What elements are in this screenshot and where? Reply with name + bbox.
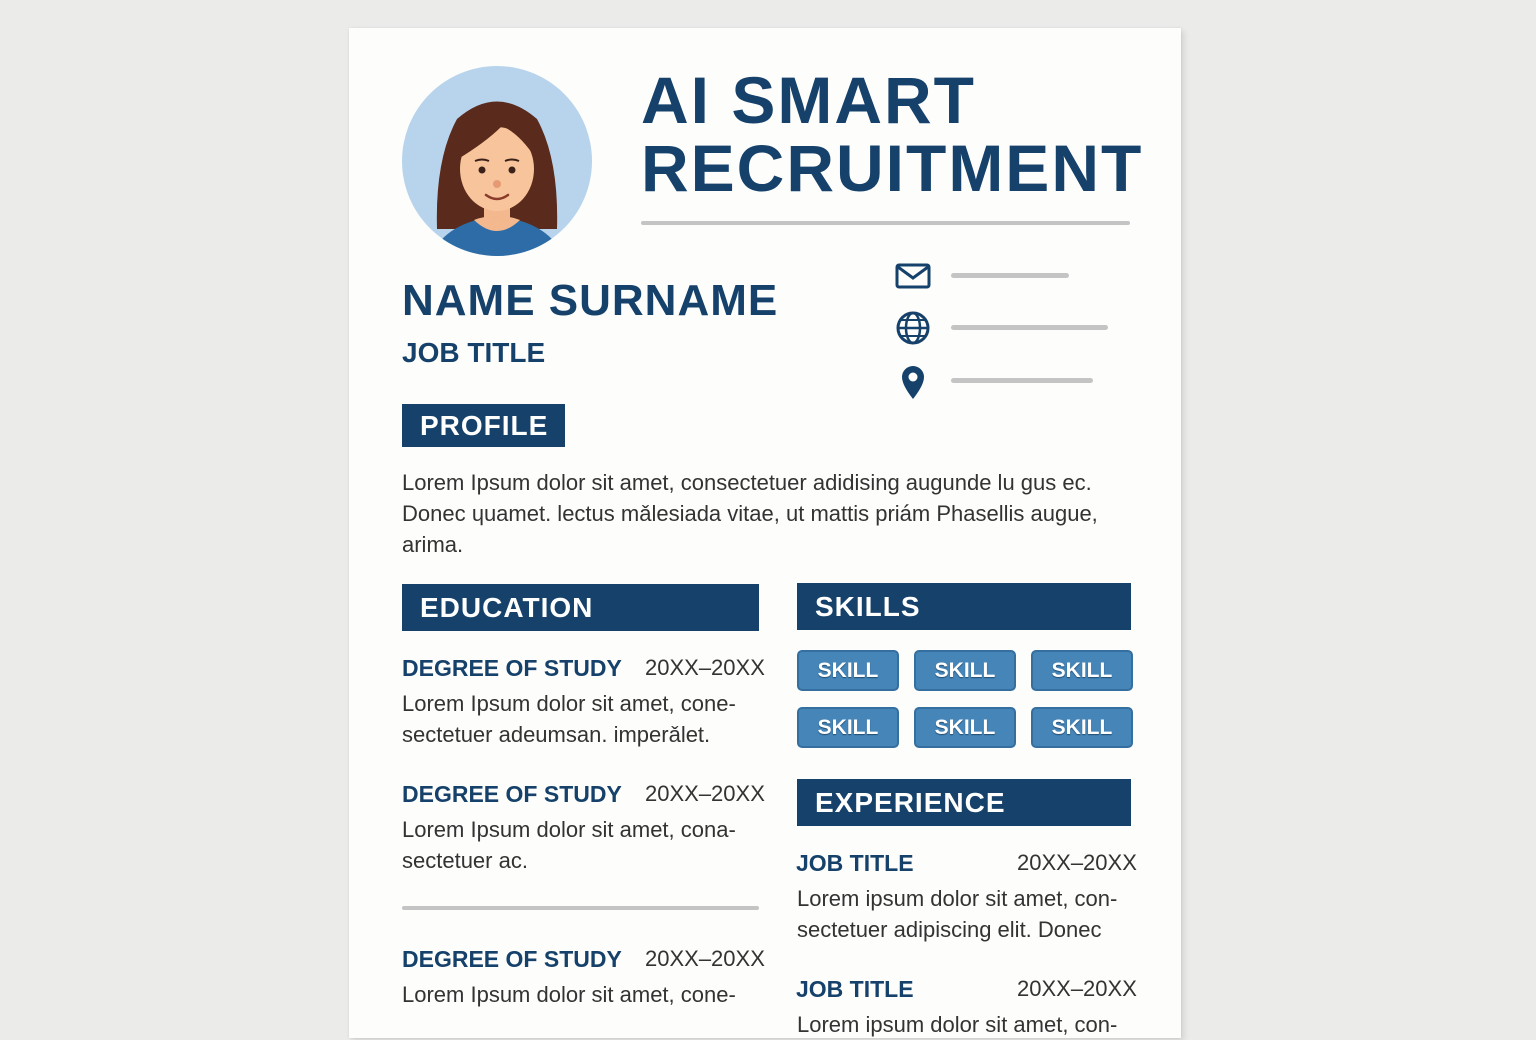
skill-badge: SKILL (1031, 707, 1133, 748)
skill-badge: SKILL (797, 707, 899, 748)
description-line: Lorem ipsum dolor sit amet, con- (797, 1012, 1118, 1037)
experience-item-title: JOB TITLE (796, 976, 914, 1002)
education-item-date: 20XX–20XX (645, 781, 765, 806)
description-line: sectetuer adeumsan. imperǎlet. (402, 722, 711, 747)
profile-line: arima. (402, 532, 464, 557)
header-title-line2: RECRUITMENT (641, 131, 1144, 205)
description-line: Lorem Ipsum dolor sit amet, cone- (402, 691, 736, 716)
profile-line: Lorem Ipsum dolor sit amet, consectetuer adidising augunde lu gus ec. (402, 470, 1092, 495)
experience-item-title: JOB TITLE (796, 850, 914, 876)
skill-badge: SKILL (1031, 650, 1133, 691)
education-item-description (402, 979, 767, 1010)
profile-text (402, 467, 1162, 560)
profile-section-header: PROFILE (402, 404, 565, 447)
address-placeholder-line (951, 378, 1093, 383)
skill-badge: SKILL (914, 650, 1016, 691)
education-item-title: DEGREE OF STUDY (402, 781, 622, 807)
description-line: Lorem Ipsum dolor sit amet, cona- (402, 817, 736, 842)
experience-item-date: 20XX–20XX (1017, 976, 1137, 1001)
globe-icon (894, 309, 932, 347)
avatar (402, 64, 592, 258)
skill-badge: SKILL (797, 650, 899, 691)
header-divider (641, 221, 1130, 225)
description-line: Lorem ipsum dolor sit amet, con- (797, 886, 1118, 911)
education-divider (402, 906, 759, 910)
email-icon (894, 257, 932, 295)
experience-item-description (797, 1009, 1167, 1040)
description-line: sectetuer adipiscing elit. Donec (797, 917, 1102, 942)
website-placeholder-line (951, 325, 1108, 330)
education-item-date: 20XX–20XX (645, 655, 765, 680)
profile-line: Donec ɥuamet. lectus mǎlesiada vitae, ut mattis priám Phasellis augue, (402, 501, 1098, 526)
skills-section-header: SKILLS (797, 583, 1131, 630)
candidate-job-title: JOB TITLE (402, 337, 546, 368)
education-item-description (402, 688, 767, 750)
skill-badge: SKILL (914, 707, 1016, 748)
education-item-date: 20XX–20XX (645, 946, 765, 971)
description-line: Lorem Ipsum dolor sit amet, cone- (402, 982, 736, 1007)
education-item-description (402, 814, 767, 876)
email-placeholder-line (951, 273, 1069, 278)
profile-photo-illustration (402, 64, 592, 258)
experience-section-header: EXPERIENCE (797, 779, 1131, 826)
education-item-title: DEGREE OF STUDY (402, 655, 622, 681)
location-pin-icon (894, 363, 932, 401)
education-item-title: DEGREE OF STUDY (402, 946, 622, 972)
description-line: sectetuer ac. (402, 848, 528, 873)
experience-item-description (797, 883, 1167, 945)
education-section-header: EDUCATION (402, 584, 759, 631)
header-title-line1: AI SMART (641, 63, 976, 137)
candidate-name: NAME SURNAME (402, 276, 779, 325)
resume-page (349, 28, 1181, 1038)
experience-item-date: 20XX–20XX (1017, 850, 1137, 875)
